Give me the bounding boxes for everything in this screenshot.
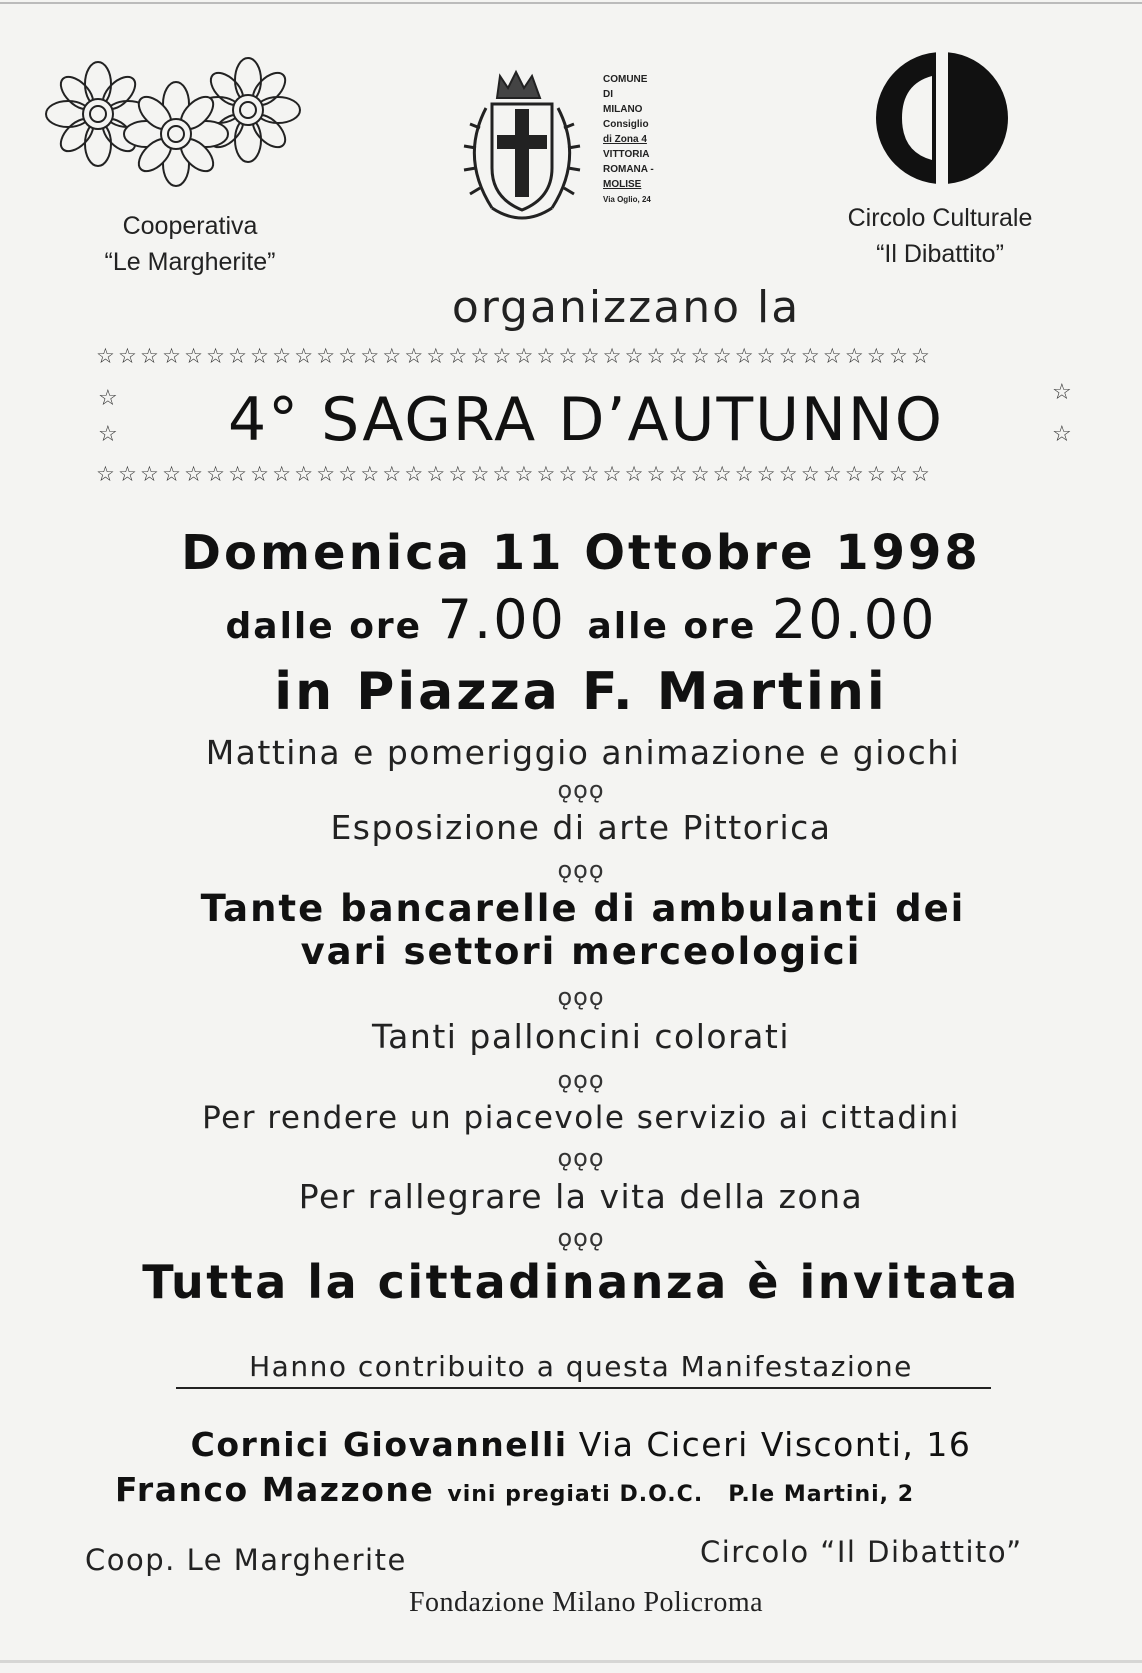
circolo-name-line1: Circolo Culturale — [847, 204, 1033, 232]
event-title: 4° SAGRA D’AUTUNNO — [227, 385, 945, 455]
time-from-value: 7.00 — [437, 588, 566, 651]
comune-line-8: MOLISE — [603, 179, 642, 190]
right-star-bottom: ☆ — [1052, 422, 1072, 447]
intro-text: organizzano la — [451, 282, 801, 333]
program-item-3: Tante bancarelle di ambulanti dei — [200, 887, 966, 930]
comune-info — [603, 72, 723, 207]
separator-2: ǫǫǫ — [557, 856, 605, 884]
sponsor-2-name: Franco Mazzone — [115, 1470, 435, 1509]
invitation-text: Tutta la cittadinanza è invitata — [142, 1255, 1020, 1309]
comune-line-4: Consiglio — [603, 119, 649, 130]
contributors-heading-underline — [176, 1387, 991, 1389]
left-star-bottom: ☆ — [98, 422, 118, 447]
circolo-logo — [872, 48, 1012, 188]
separator-1: ǫǫǫ — [557, 776, 605, 804]
sponsor-1 — [10, 1425, 1142, 1464]
event-location: in Piazza F. Martini — [274, 662, 888, 722]
sponsor-1-detail: Via Ciceri Visconti, 16 — [578, 1425, 972, 1464]
comune-line-5: di Zona 4 — [603, 134, 647, 145]
program-item-4: vari settori merceologici — [300, 930, 862, 973]
cooperative-name-line2: “Le Margherite” — [104, 248, 276, 276]
sponsor-2-address: P.le Martini, 2 — [728, 1482, 915, 1507]
time-to-label: alle ore — [587, 606, 757, 647]
contributors-heading: Hanno contribuito a questa Manifestazione — [249, 1350, 913, 1383]
comune-line-6: VITTORIA — [603, 149, 650, 160]
comune-line-7: ROMANA - — [603, 164, 654, 175]
sponsor-2-detail: vini pregiati D.O.C. — [447, 1482, 704, 1507]
top-star-row: ☆☆☆☆☆☆☆☆☆☆☆☆☆☆☆☆☆☆☆☆☆☆☆☆☆☆☆☆☆☆☆☆☆☆☆☆☆☆ — [96, 344, 933, 368]
flowers-icon — [38, 52, 308, 187]
separator-3: ǫǫǫ — [557, 983, 605, 1011]
time-to-value: 20.00 — [771, 588, 937, 651]
circolo-name — [800, 200, 1080, 272]
coat-of-arms-logo — [452, 68, 592, 228]
comune-line-9: Via Oglio, 24 — [603, 195, 651, 204]
top-edge-line — [0, 2, 1142, 4]
footer-left: Coop. Le Margherite — [85, 1543, 407, 1577]
coat-of-arms-icon — [452, 68, 592, 228]
comune-line-3: MILANO — [603, 104, 643, 115]
bottom-edge-line — [0, 1660, 1142, 1663]
right-star-top: ☆ — [1052, 380, 1072, 405]
cooperative-name — [40, 208, 340, 280]
program-item-1: Mattina e pomeriggio animazione e giochi — [205, 733, 961, 772]
circolo-icon — [872, 48, 1012, 188]
program-item-7: Per rallegrare la vita della zona — [298, 1177, 864, 1216]
separator-5: ǫǫǫ — [557, 1144, 605, 1172]
cooperative-name-line1: Cooperativa — [122, 212, 258, 240]
comune-line-1: COMUNE — [603, 74, 648, 85]
program-item-6: Per rendere un piacevole servizio ai cittadini — [202, 1100, 960, 1136]
separator-6: ǫǫǫ — [557, 1224, 605, 1252]
bottom-star-row: ☆☆☆☆☆☆☆☆☆☆☆☆☆☆☆☆☆☆☆☆☆☆☆☆☆☆☆☆☆☆☆☆☆☆☆☆☆☆ — [96, 462, 933, 486]
circolo-name-line2: “Il Dibattito” — [876, 240, 1004, 268]
left-star-top: ☆ — [98, 386, 118, 411]
footer-bottom: Fondazione Milano Policroma — [408, 1587, 764, 1618]
event-date: Domenica 11 Ottobre 1998 — [181, 525, 981, 581]
sponsor-2 — [115, 1470, 914, 1509]
program-item-5: Tanti palloncini colorati — [371, 1017, 790, 1056]
sponsor-1-name: Cornici Giovannelli — [190, 1425, 568, 1464]
comune-line-2: DI — [603, 89, 613, 100]
event-time — [10, 588, 1142, 651]
program-item-2: Esposizione di arte Pittorica — [330, 808, 832, 847]
footer-right: Circolo “Il Dibattito” — [700, 1535, 1023, 1569]
time-from-label: dalle ore — [225, 606, 423, 647]
flowers-logo — [38, 52, 308, 187]
separator-4: ǫǫǫ — [557, 1066, 605, 1094]
